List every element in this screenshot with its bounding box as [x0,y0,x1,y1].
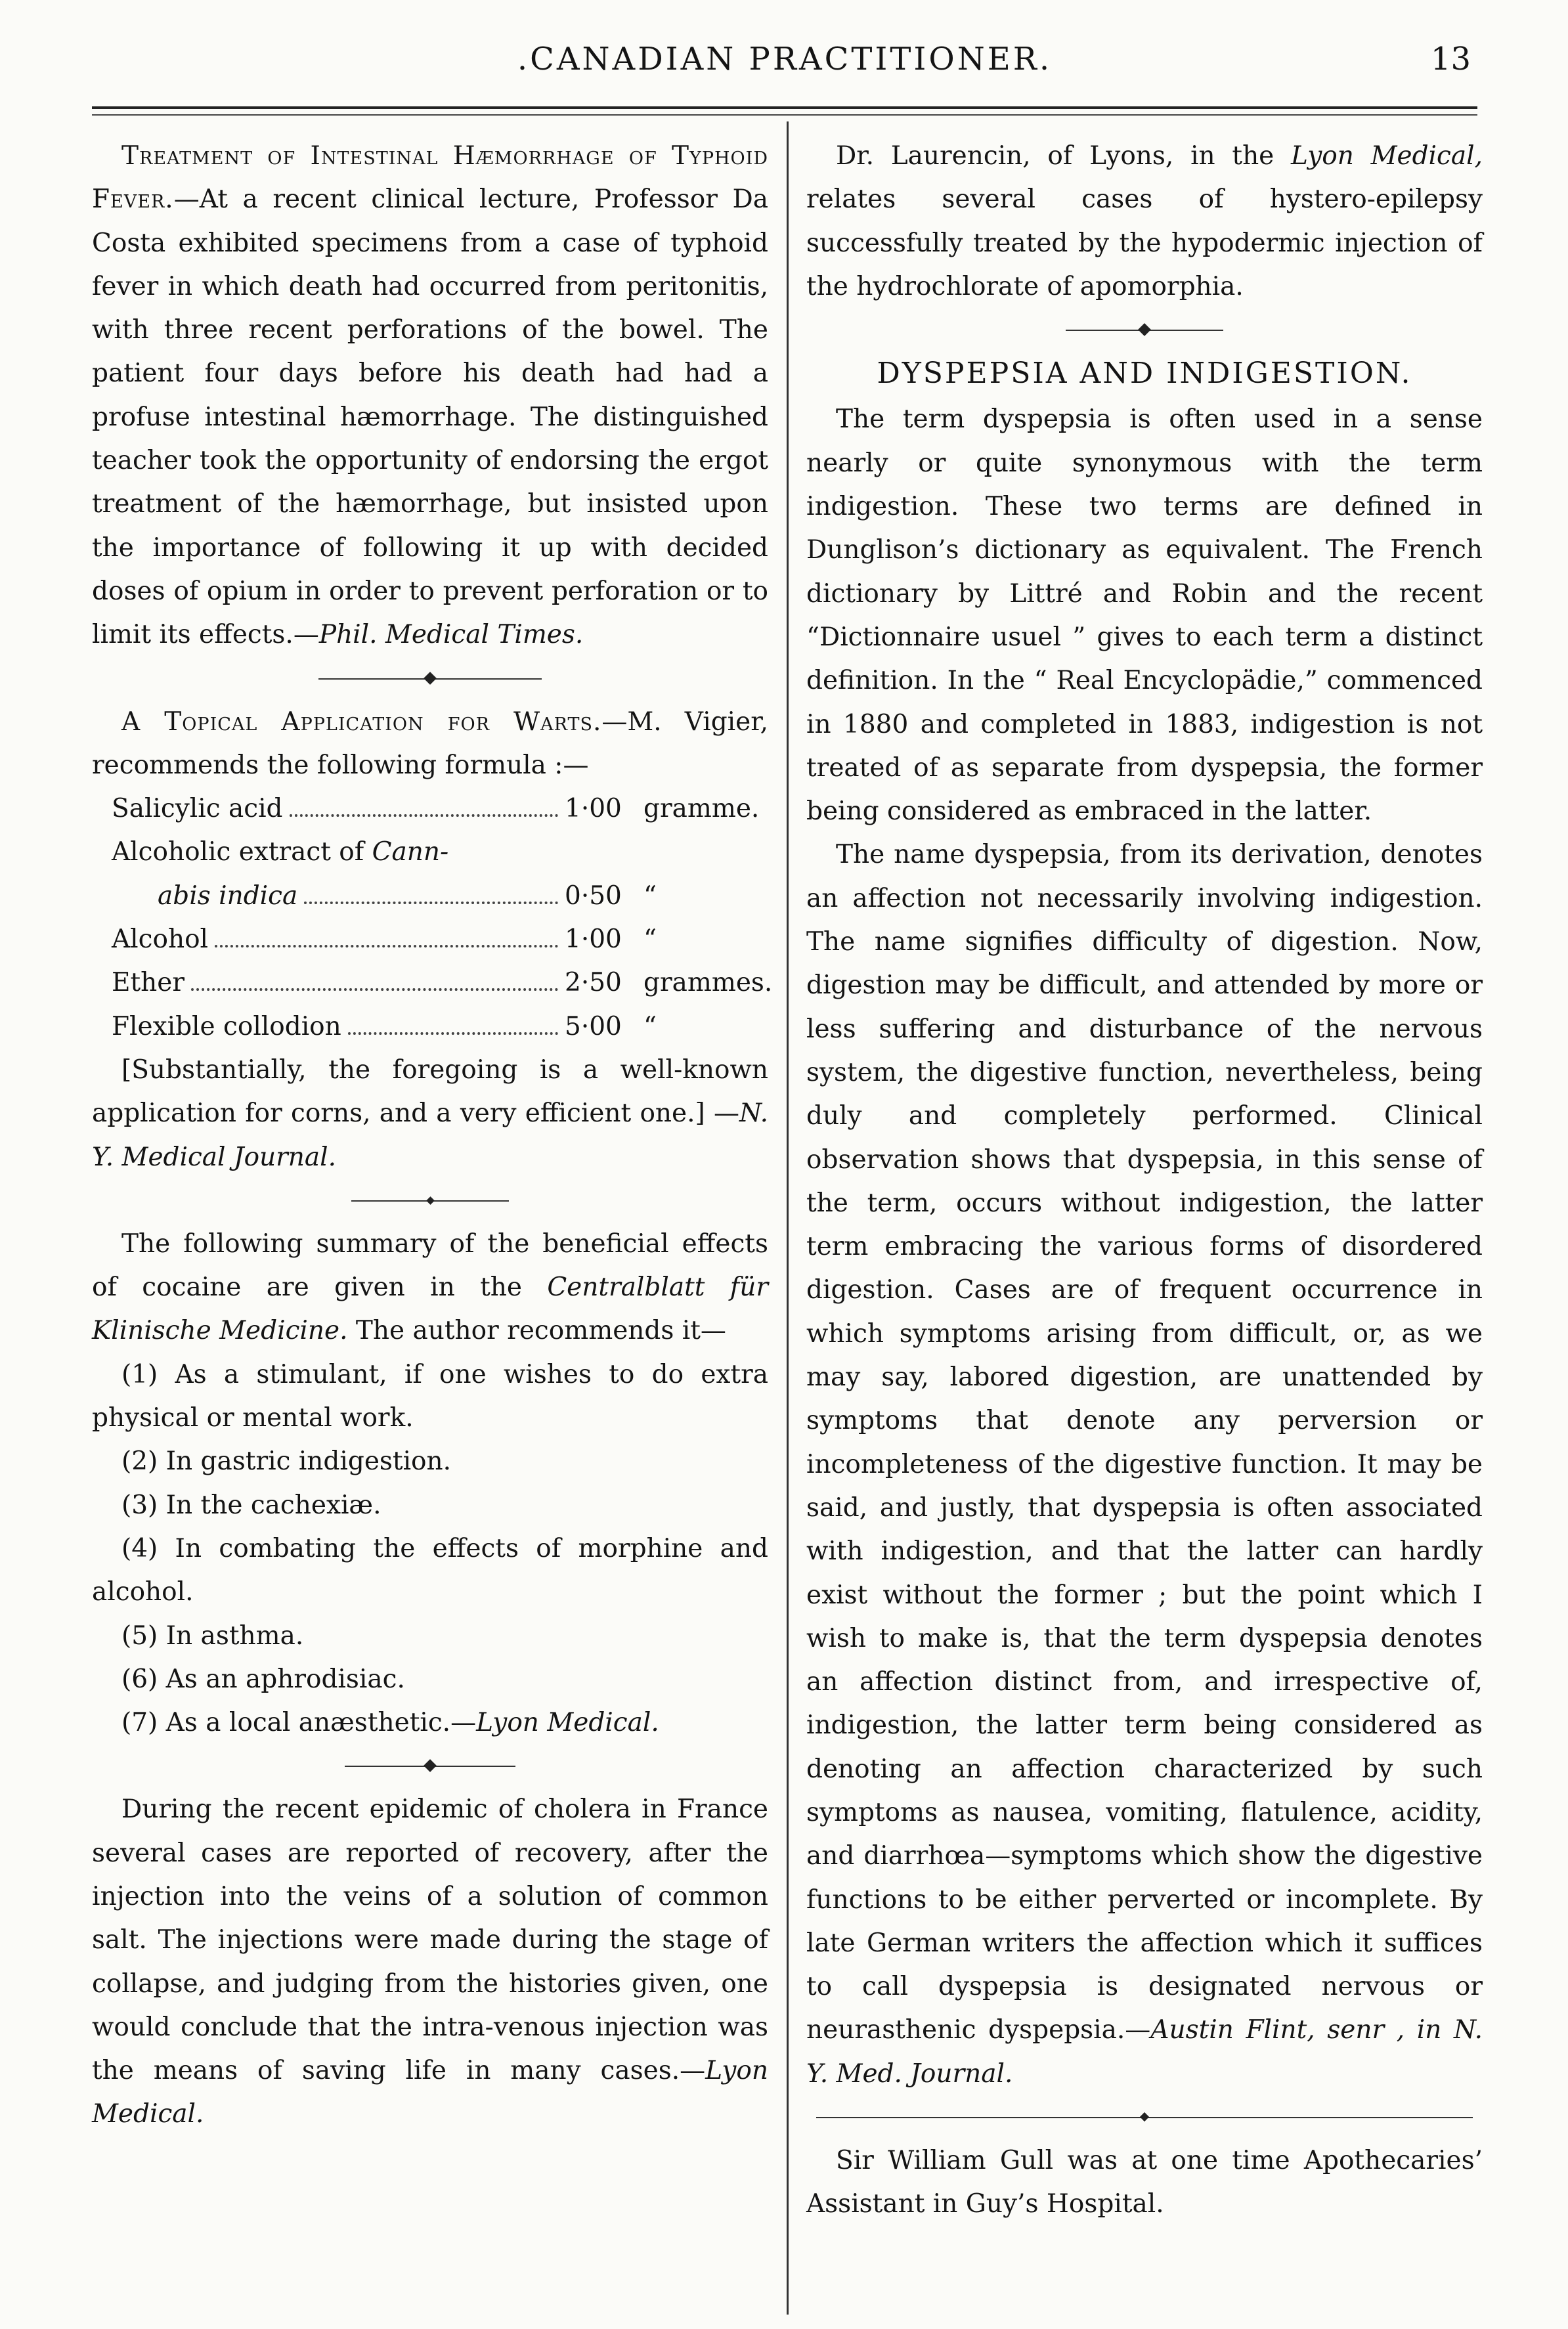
article-body: —At a recent clinical lecture, Professor Da Costa exhibited specimens from a case of typhoid fever in which death had occurred from peritonitis, with three recent perforations of the bowel. The patient four days before his death had had a profuse intestinal hæmorrhage. The distinguished teacher took the opportunity of endorsing the ergot treatment of the hæmorrhage, but insisted upon the importance of following it up with decided doses of opium in order to prevent perforation or to limit its effects.— [92,185,768,650]
left-column [92,135,773,2137]
formula-row: abis indica 0·50 “ [158,881,657,911]
article-intro: —M. Vigier, recommends the following formula :— [92,707,768,780]
list-item: (6) As an aphrodisiac. [121,1664,405,1694]
list-item: (1) As a stimulant, if one wishes to do extra physical or mental work. [92,1359,768,1433]
article-gull: Sir William Gull was at one time Apothecaries’ Assistant in Guy’s Hospital. [806,2146,1483,2219]
list-item: (7) As a local anæsthetic.—Lyon Medical. [121,1708,659,1738]
article-source: Austin Flint, senr , in N. Y. Med. Journal. [806,2015,1483,2089]
section-ornament [92,1745,768,1788]
article-dyspepsia-para2: The name dyspepsia, from its derivation, denotes an affection not necessarily involving indigestion. The name signifies difficulty of digestion. Now, digestion may be difficult, and attended by more or less suffering and disturbance of the nervous system, the digestive function, nevertheless, being duly and completely performed. Clinical observation shows that dyspepsia, in this sense of the term, occurs without indigestion, the latter term embracing the various forms of disordered digestion. Cases are of frequent occurrence in which symptoms arising from difficult, or, as we may say, labored digestion, are unattended by symptoms that denote any perversion or incompleteness of the digestive function. It may be said, and justly, that dyspepsia is often associated with indigestion, and that the latter can hardly exist without the former ; but the point which I wish to make is, that the term dyspepsia denotes an affection distinct from, and irrespective of, indigestion, the latter term being considered as denoting an affection characterized by such symptoms as nausea, vomiting, flatulence, acidity, and diarrhœa—symptoms which show the digestive functions to be either perverted or incomplete. By late German writers the affection which it suffices to call dyspepsia is designated nervous or neurasthenic dyspepsia.—Austin Flint, senr , in N. Y. Med. Journal. [806,840,1483,2089]
running-title: .CANADIAN PRACTITIONER. [517,41,1053,77]
formula-row: Flexible collodion 5·00 “ [112,1011,657,1041]
page-header [92,38,1477,97]
article-cholera: During the recent epidemic of cholera in France several cases are reported of recovery, after the injection into the veins of a solution of common salt. The injections were made during the stage of collapse, and judging from the histories given, one would conclude that the intra-venous injection was the means of saving life in many cases.—Lyon Medical. [92,1795,768,2129]
formula-row: Alcoholic extract of Cann- [112,837,449,867]
article-typhoid-haemorrhage [92,135,768,657]
header-rule-thin [92,114,1477,116]
article-source: Lyon Medical. [92,2056,768,2129]
article-heading: A Topical Application for Warts. [121,707,602,737]
section-ornament [92,657,768,701]
header-rule [92,106,1477,109]
right-column [806,135,1483,2227]
article-note: [Substantially, the foregoing is a well-known application for corns, and a very efficient one.] —N. Y. Medical Journal. [92,1055,768,1172]
column-divider [787,121,789,2315]
article-source: Phil. Medical Times. [318,620,584,650]
article-heading: Treatment of Intestinal Hæmorrhage of Typhoid Fever. [92,141,768,215]
section-ornament [806,2096,1483,2139]
article-source: N. Y. Medical Journal. [92,1099,768,1172]
list-item: (3) In the cachexiæ. [121,1490,381,1520]
formula-row: Salicylic acid 1·00 gramme. [112,794,760,824]
formula-row: Ether 2·50 grammes. [112,968,773,998]
formula-table [92,787,773,1049]
section-ornament [806,309,1483,352]
article-warts [92,701,768,788]
article-dyspepsia-para1: The term dyspepsia is often used in a sense nearly or quite synonymous with the term indigestion. These two terms are defined in Dunglison’s dictionary as equivalent. The French dictionary by Littré and Robin and the recent “Dictionnaire usuel ” gives to each term a distinct definition. In the “ Real Encyclopädie,” commenced in 1880 and completed in 1883, indigestion is not treated of as separate from dyspepsia, the former being considered as embraced in the latter. [806,404,1483,827]
section-ornament [92,1179,768,1223]
page-number: 13 [1430,41,1471,77]
article-source: Lyon Medical. [476,1708,659,1738]
list-item: (5) In asthma. [121,1621,304,1651]
formula-row: Alcohol 1·00 “ [112,925,657,955]
list-item: (4) In combating the effects of morphine and alcohol. [92,1533,768,1607]
section-heading: DYSPEPSIA AND INDIGESTION. [877,357,1412,391]
article-cocaine: The following summary of the beneficial effects of cocaine are given in the Centralblatt für Klinische Medicine. The author recommends it— [92,1229,768,1346]
article-apomorphia: Dr. Laurencin, of Lyons, in the Lyon Medical, relates several cases of hystero-epilepsy successfully treated by the hypodermic injection of the hydrochlorate of apomorphia. [806,141,1483,301]
list-item: (2) In gastric indigestion. [121,1447,452,1477]
